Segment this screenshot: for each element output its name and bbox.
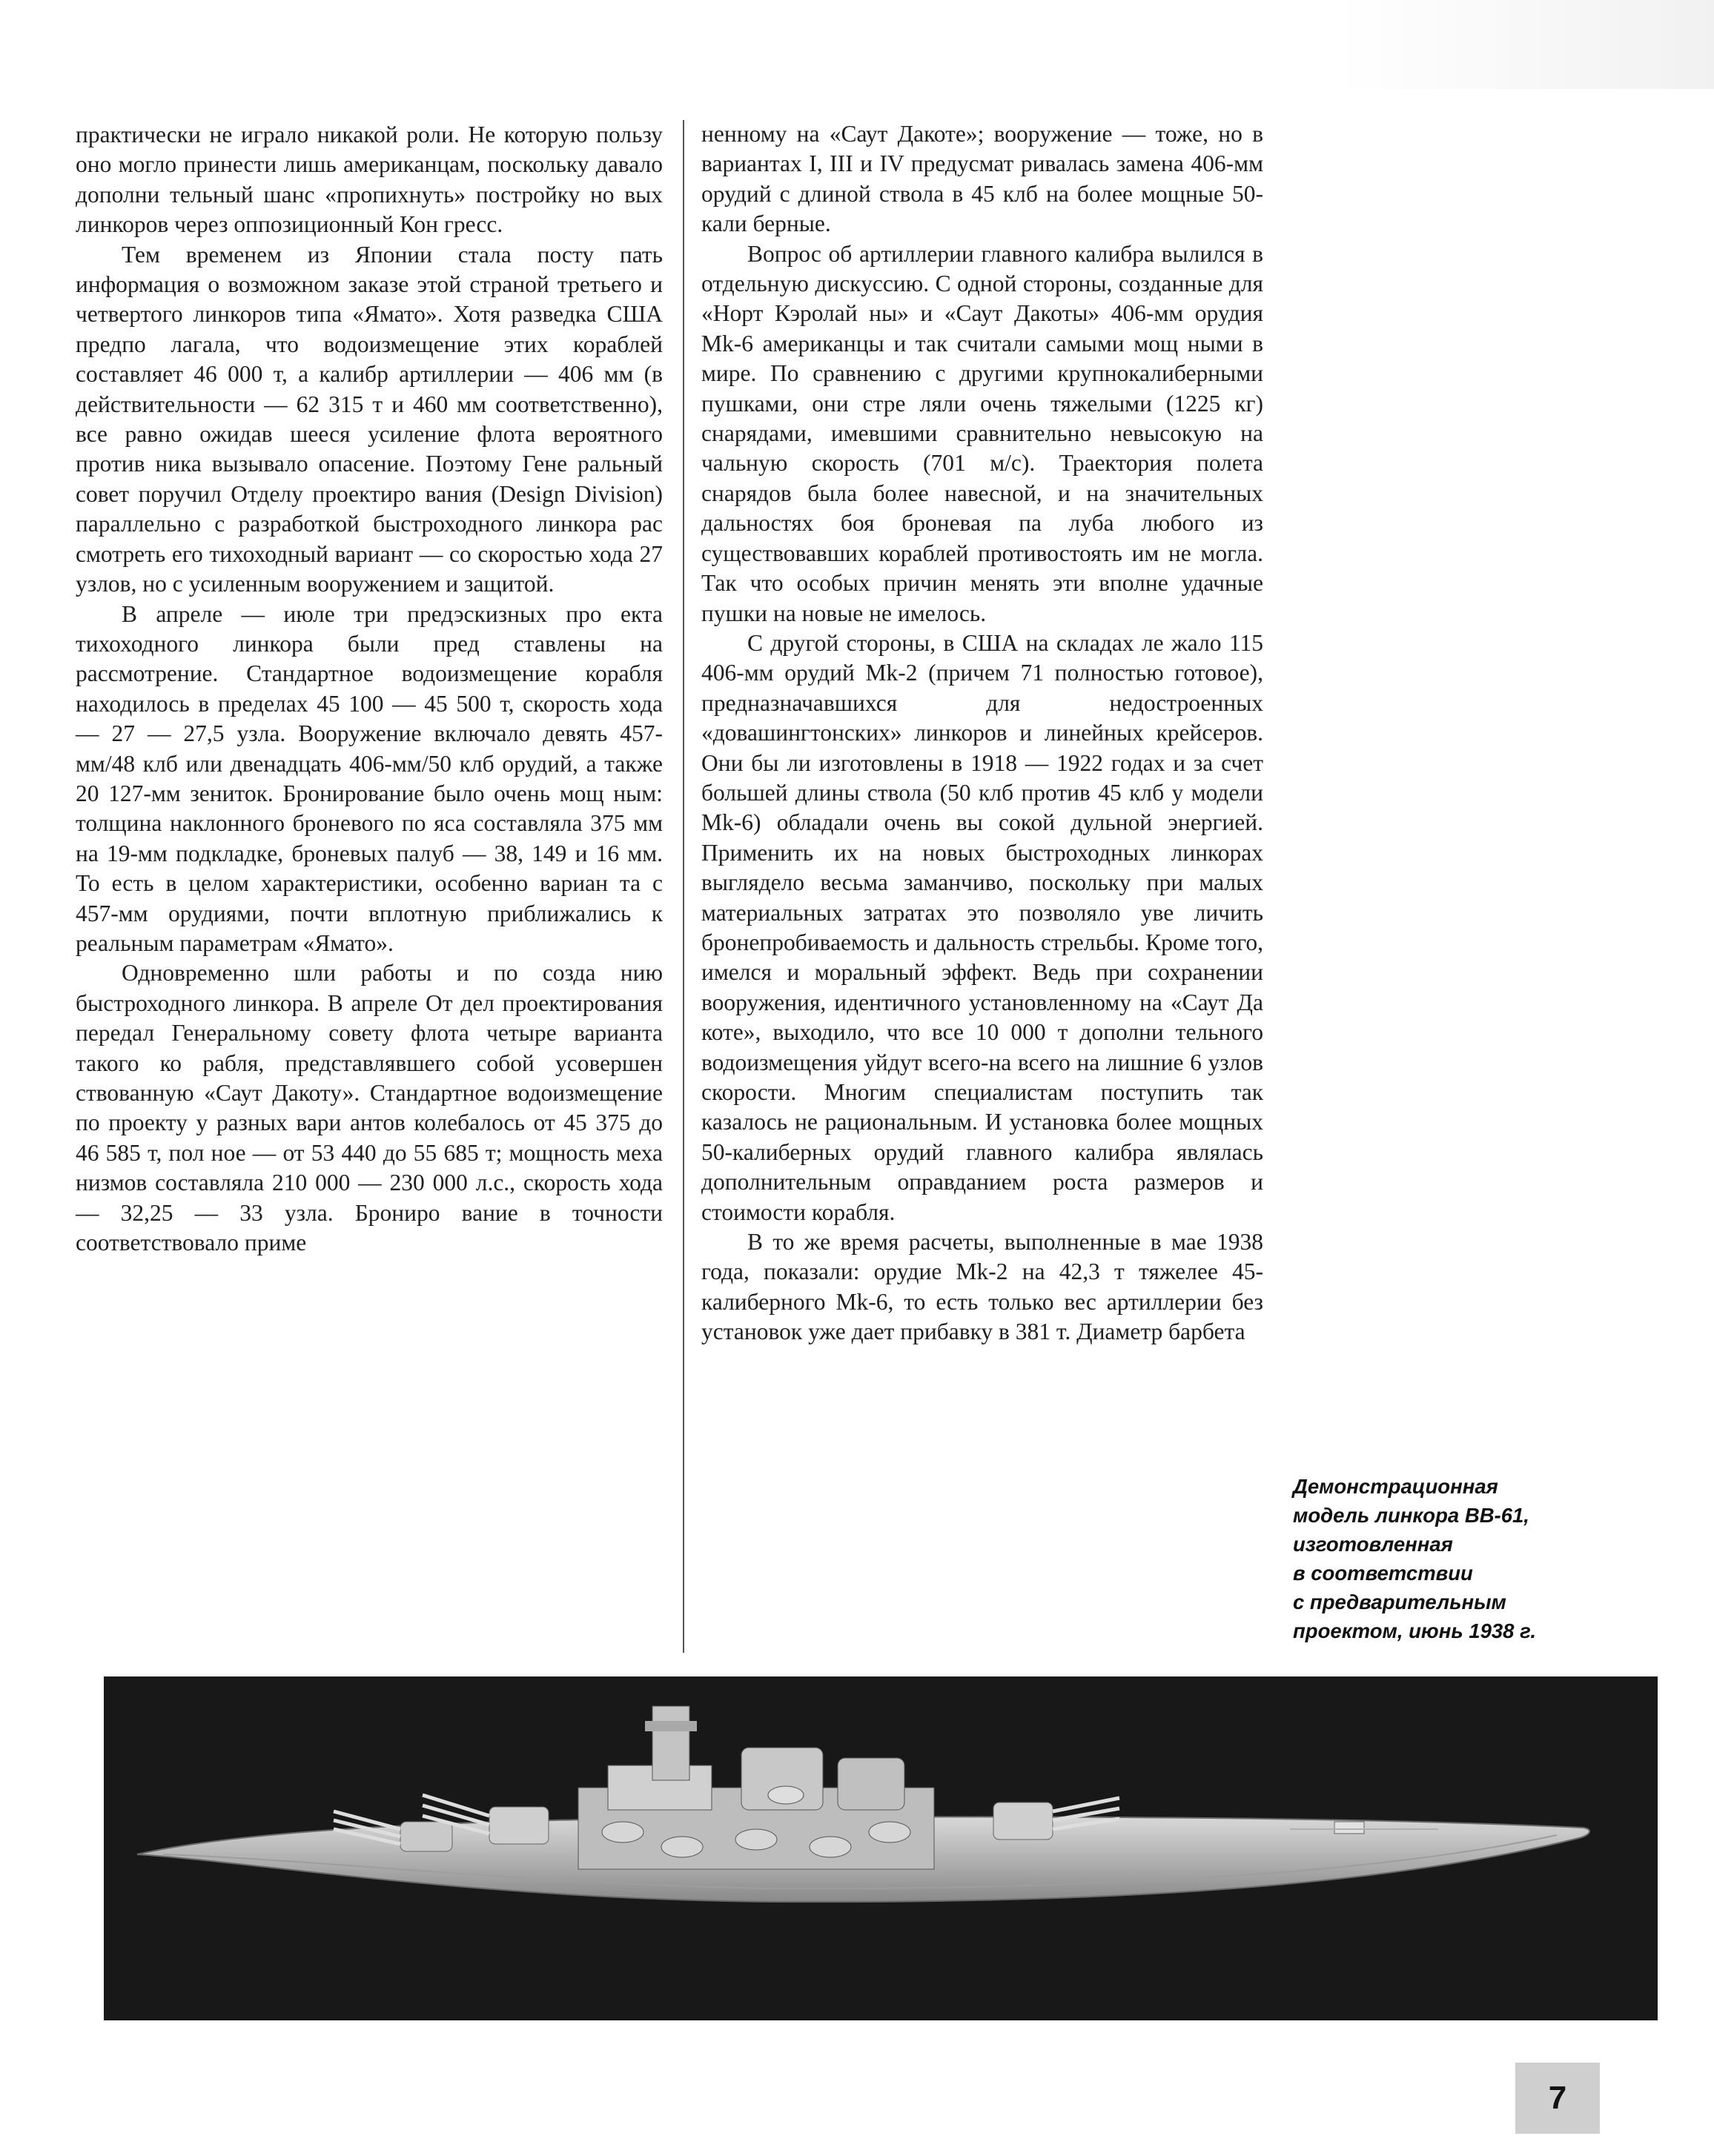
text-line: ривалась замена 406-мм орудий с длиной [701,150,1263,207]
text-line: низмов составляла 210 000 — 230 000 л.с., [76,1170,516,1196]
text-line: дел проектирования передал Генеральному [76,989,664,1047]
text-line: вание в точности соответствовало приме [76,1199,663,1256]
text-line: вылился в отдельную дискуссию. С одной [701,240,1263,297]
text-line: американцам, поскольку давало дополни [76,151,663,208]
text-line: 27 — 27,5 узла. Вооружение включало [111,720,531,747]
caption-line: изготовленная [1293,1533,1453,1556]
text-line: В то же время расчеты, выполненные [747,1229,1141,1256]
text-line: эффект. Ведь при сохранении вооружения, [701,959,1264,1015]
text-line: которую пользу оно могло принести лишь [76,122,663,178]
text-line: специалистам поступить так казалось не [701,1079,1264,1135]
text-line: полностью готовое), предназначавшихся [701,660,1263,716]
text-line: ны» и «Саут Дакоты» 406-мм орудия Mk-6 [701,300,1264,356]
text-line: С другой стороны, в США на складах ле [747,629,1164,656]
text-line: для недостроенных «довашингтонских» [701,689,1263,746]
text-line: скоростью хода 27 узлов, но с усиленным [76,540,664,597]
paragraph [76,958,663,1258]
text-line: рабля, представлявшего собой усовершен [202,1049,663,1076]
text-line: есть только вес артиллерии без установок [701,1288,1263,1345]
paragraph [701,239,1263,628]
text-line: смотреть его тихоходный вариант — со [76,540,471,567]
text-line: страной третьего и четвертого линкоров [76,271,663,328]
text-line: антов колебалось от 45 375 до 46 585 т, пол [76,1109,663,1166]
paragraph [76,240,663,600]
text-line: лагала, что водоизмещение этих кораблей [171,331,663,357]
text-line: пать информация о возможном заказе этой [76,241,664,298]
paragraph [76,120,663,240]
text-line: личить бронепробиваемость и дальность [701,899,1264,955]
text-line: материальных затратах это позволяло уве [701,899,1174,926]
text-line: тельного водоизмещения уйдут всего-на [701,1019,1264,1075]
text-line: Вопрос об артиллерии главного калибра [747,240,1154,267]
text-line: на новые не имелось. [772,600,987,626]
text-line: коте», выходило, что все 10 000 т дополни [701,1019,1164,1046]
text-column-right [701,119,1263,1347]
text-line: ральный совет поручил Отделу проектиро [76,451,664,507]
text-line: совету флота четыре варианта такого ко [76,1020,664,1076]
text-line: в целом характеристики, особенно вариан [165,870,608,897]
text-line: 45 клб у модели Mk-6) обладали очень вы [701,779,1263,836]
text-line: вых линкоров через оппозиционный Кон [76,181,663,238]
caption-line: с предварительным [1293,1591,1506,1613]
caption-line: проектом, июнь 1938 г. [1293,1619,1537,1642]
text-line: противостоять им не могла. Так что особых [701,540,1263,597]
text-line: уже дает прибавку в 381 т. Диаметр барбета [808,1319,1245,1345]
text-line: яса составляла 375 мм на 19-мм подкладке, [76,810,663,866]
caption-line: модель линкора BB-61, [1293,1504,1529,1527]
text-line: вооружением и защитой. [306,571,555,597]
scan-texture [1334,0,1714,89]
text-line: полета снарядов была более навесной, и на [701,450,1263,506]
text-line: ника вызывало опасение. Поэтому Гене [155,451,568,477]
text-line: ли изготовлены в 1918 — 1922 годах и за [787,749,1214,776]
text-line: роста размеров и стоимости корабля. [701,1169,1263,1225]
text-line: значительных дальностях боя броневая па [701,480,1263,537]
text-line: стрельбы. Кроме того, имелся и моральный [701,929,1264,986]
text-line: броневых палуб — 38, 149 и 16 мм. То есть [76,840,664,897]
text-line: девять 457-мм/48 клб или двенадцать [76,720,664,777]
text-line: 460 мм соответственно), все равно ожидав [76,391,663,448]
text-line: весьма заманчиво, поскольку при малых [820,869,1263,896]
text-line: в мае 1938 года, показали: орудие Mk-2 на [701,1229,1264,1285]
text-line: сокой дульной энергией. Применить их на [701,809,1264,866]
text-line: тоже, но в вариантах I, III и IV предусмат [701,121,1263,177]
paragraph [701,1227,1263,1347]
text-line: ным: толщина наклонного броневого по [76,780,664,837]
caption-line: в соответствии [1293,1562,1473,1585]
text-line: 50-калиберных орудий главного калибра [701,1138,1154,1165]
text-line: типа «Ямато». Хотя разведка США предпо [76,301,664,357]
text-line: составляет 46 000 т, а калибр артиллерии — [76,361,548,388]
text-line: ствола в 45 клб на более мощные 50-кали [701,180,1263,237]
text-line: американцы и так считали самыми мощ [762,330,1179,356]
text-line: разработкой быстроходного линкора рас [238,511,663,537]
text-line: практически не играло никакой роли. Не [76,122,496,147]
text-line: идентичного установленному на «Саут Да [834,989,1263,1015]
caption-line: Демонстрационная [1293,1475,1498,1498]
text-line: берные. [752,210,831,237]
text-line: водоизмещение корабля находилось в [76,660,663,717]
text-line: ляли очень тяжелыми (1225 кг) снарядами, [701,390,1263,447]
text-line: 406-мм/50 клб орудий, а также 20 127-мм [76,750,664,806]
photo-caption [1293,1472,1589,1645]
text-line: ненному на «Саут Дакоте»; вооружение — [701,121,1146,147]
text-line: 42,3 т тяжелее 45-калиберного Mk-6, то [701,1258,1264,1315]
text-line: линкоров и линейных крейсеров. Они бы [701,720,1263,776]
paragraph [701,119,1263,239]
text-line: шееся усиление флота вероятного против [76,421,664,477]
text-line: крупнокалиберными пушками, они стре [701,360,1264,417]
text-line: пределах 45 100 — 45 500 т, скорость хода — [76,690,664,747]
text-line: луба любого из существовавших кораблей [701,510,1264,566]
text-line: вания (Design Division) параллельно с [76,480,664,537]
paragraph [76,600,663,959]
text-line: ставлены на рассмотрение. Стандартное [76,630,664,687]
text-line: гресс. [443,211,503,238]
text-line: новых быстроходных линкорах выглядело [701,839,1263,896]
text-line: нию быстроходного линкора. В апреле От [76,960,663,1016]
text-line: имевшими сравнительно невысокую на [830,420,1263,447]
text-line: причин менять эти вполне удачные пушки [701,570,1263,626]
text-line: зениток. Бронирование было очень мощ [190,780,604,806]
text-line: ными в мире. По сравнению с другими [701,330,1263,387]
text-line: та с 457-мм орудиями, почти вплотную [76,870,663,926]
text-line: Одновременно шли работы и по созда [122,960,596,986]
text-column-left [76,120,663,1258]
paragraph [701,628,1263,1227]
text-line: приближались к реальным параметрам [76,900,663,956]
text-line: ное — от 53 440 до 55 685 т; мощность меха [211,1139,663,1166]
page-number: 7 [1515,2063,1600,2134]
text-line: водоизмещение по проекту у разных вари [76,1080,664,1136]
battleship-model-illustration [104,1676,1658,2020]
text-line: «Ямато». [302,929,394,956]
text-line: стороны, созданные для «Норт Кэролай [701,271,1264,327]
text-line: 406 мм (в действительности — 62 315 т и [76,361,664,417]
text-line: рациональным. И установка более мощных [824,1109,1263,1135]
text-line: ствованную «Саут Дакоту». Стандартное [76,1080,497,1106]
text-line: являлась дополнительным оправданием [701,1138,1263,1195]
column-divider [683,120,684,1653]
text-line: скорость хода — 32,25 — 33 узла. Брониро [76,1170,664,1226]
battleship-model-photo [104,1676,1658,2020]
text-line: тельный шанс «пропихнуть» постройку но [170,181,615,208]
text-line: Тем временем из Японии стала посту [122,241,595,268]
text-line: жало 115 406-мм орудий Mk-2 (причем 71 [701,629,1263,686]
text-line: чальную скорость (701 м/с). Траектория [701,450,1173,477]
text-line: В апреле — июле три предэскизных про [122,600,602,627]
text-line: всего на лишние 6 узлов скорости. Многим [701,1049,1264,1105]
text-line: счет большей длины ствола (50 клб против [701,749,1264,806]
text-line: екта тихоходного линкора были пред [76,600,664,657]
